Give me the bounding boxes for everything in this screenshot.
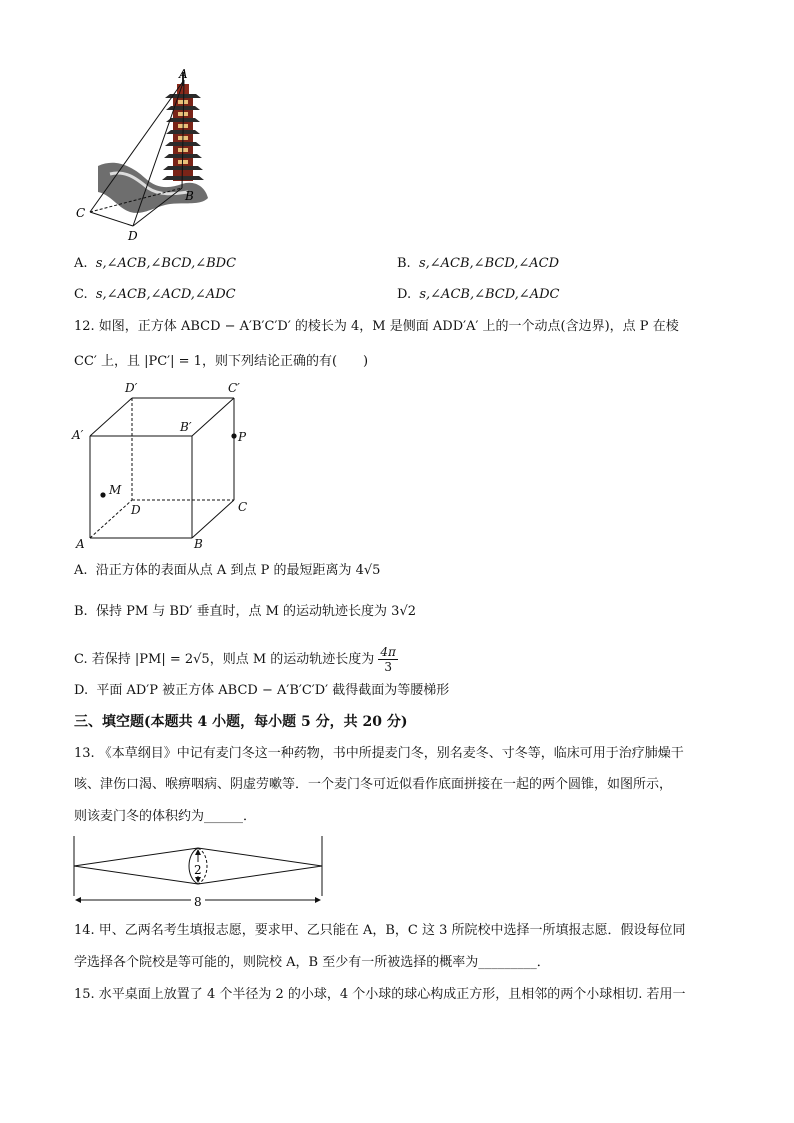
option-text: 若保持 |PM| = 2√5，则点 M 的运动轨迹长度为 [91, 651, 375, 667]
point-M [100, 492, 105, 497]
label-D: D [131, 503, 141, 517]
q12-option-d [74, 682, 449, 700]
q11-option-d [397, 286, 559, 304]
option-text: s,∠ACB,∠BCD,∠BDC [95, 256, 237, 271]
option-text: s,∠ACB,∠BCD,∠ACD [418, 256, 560, 271]
label-C: C [76, 206, 86, 220]
option-text: 保持 PM 与 BD′ 垂直时，点 M 的运动轨迹长度为 3√2 [95, 604, 417, 619]
q14-line2: 学选择各个院校是等可能的，则院校 A，B 至少有一所被选择的概率为_________． [74, 955, 550, 970]
q12-option-a [74, 562, 380, 580]
option-letter: B. [397, 256, 411, 271]
label-B1: B′ [180, 420, 192, 434]
option-letter: D. [397, 287, 412, 302]
q11-option-c [74, 286, 236, 304]
option-letter: A. [74, 563, 88, 578]
option-letter: A. [74, 256, 88, 271]
q11-option-a [74, 255, 236, 273]
q11-option-b [397, 255, 559, 273]
q12-stem-line2: CC′ 上，且 |PC′| = 1，则下列结论正确的有( ) [74, 354, 369, 369]
q12-option-b [74, 603, 416, 621]
option-letter: C. [74, 287, 88, 302]
section-heading: 三、填空题(本题共 4 小题，每小题 5 分，共 20 分) [74, 714, 408, 730]
label-B: B [185, 189, 194, 203]
fraction-denominator: 3 [384, 660, 392, 674]
label-height: 2 [194, 863, 202, 877]
option-text: 沿正方体的表面从点 A 到点 P 的最短距离为 4√5 [95, 563, 381, 578]
option-letter: B. [74, 604, 88, 619]
label-D: D [128, 229, 138, 243]
fraction [378, 645, 398, 674]
label-A1: A′ [72, 428, 84, 442]
q13-line2: 咳、津伤口渴、喉痹咽病、阴虚劳嗽等．一个麦门冬可近似看作底面拼接在一起的两个圆锥，如图所示， [74, 777, 673, 792]
q13-line3: 则该麦门冬的体积约为______． [74, 809, 257, 824]
q12-stem-line1: 12. 如图，正方体 ABCD − A′B′C′D′ 的棱长为 4，M 是侧面 ADD′A′ 上的一个动点(含边界)，点 P 在棱 [74, 319, 679, 334]
label-D1: D′ [125, 381, 138, 395]
label-B: B [194, 537, 203, 551]
label-A: A [179, 67, 188, 81]
option-letter: D. [74, 683, 89, 698]
label-C: C [238, 500, 248, 514]
option-text: s,∠ACB,∠ACD,∠ADC [95, 287, 236, 302]
double-cone-figure [68, 834, 330, 908]
cube-figure [70, 378, 260, 553]
option-text: s,∠ACB,∠BCD,∠ADC [419, 287, 560, 302]
q12-option-c [74, 645, 398, 674]
label-C1: C′ [228, 381, 240, 395]
fraction-numerator: 4π [380, 645, 396, 659]
pagoda-figure [70, 66, 220, 246]
label-A: A [76, 537, 85, 551]
q13-line1: 13. 《本草纲目》中记有麦门冬这一种药物，书中所提麦门冬，别名麦冬、寸冬等，临床可用于治疗肺燥干 [74, 746, 684, 761]
q14-line1: 14. 甲、乙两名考生填报志愿，要求甲、乙只能在 A，B，C 这 3 所院校中选择一所填报志愿．假设每位同 [74, 923, 686, 938]
label-P: P [238, 430, 247, 444]
label-M: M [109, 483, 122, 497]
label-length: 8 [194, 895, 202, 908]
q15-line1: 15. 水平桌面上放置了 4 个半径为 2 的小球，4 个小球的球心构成正方形，且相邻的两个小球相切. 若用一 [74, 987, 686, 1002]
option-letter: C. [74, 651, 88, 667]
point-P [231, 433, 236, 438]
option-text: 平面 AD′P 被正方体 ABCD − A′B′C′D′ 截得截面为等腰梯形 [96, 683, 450, 698]
